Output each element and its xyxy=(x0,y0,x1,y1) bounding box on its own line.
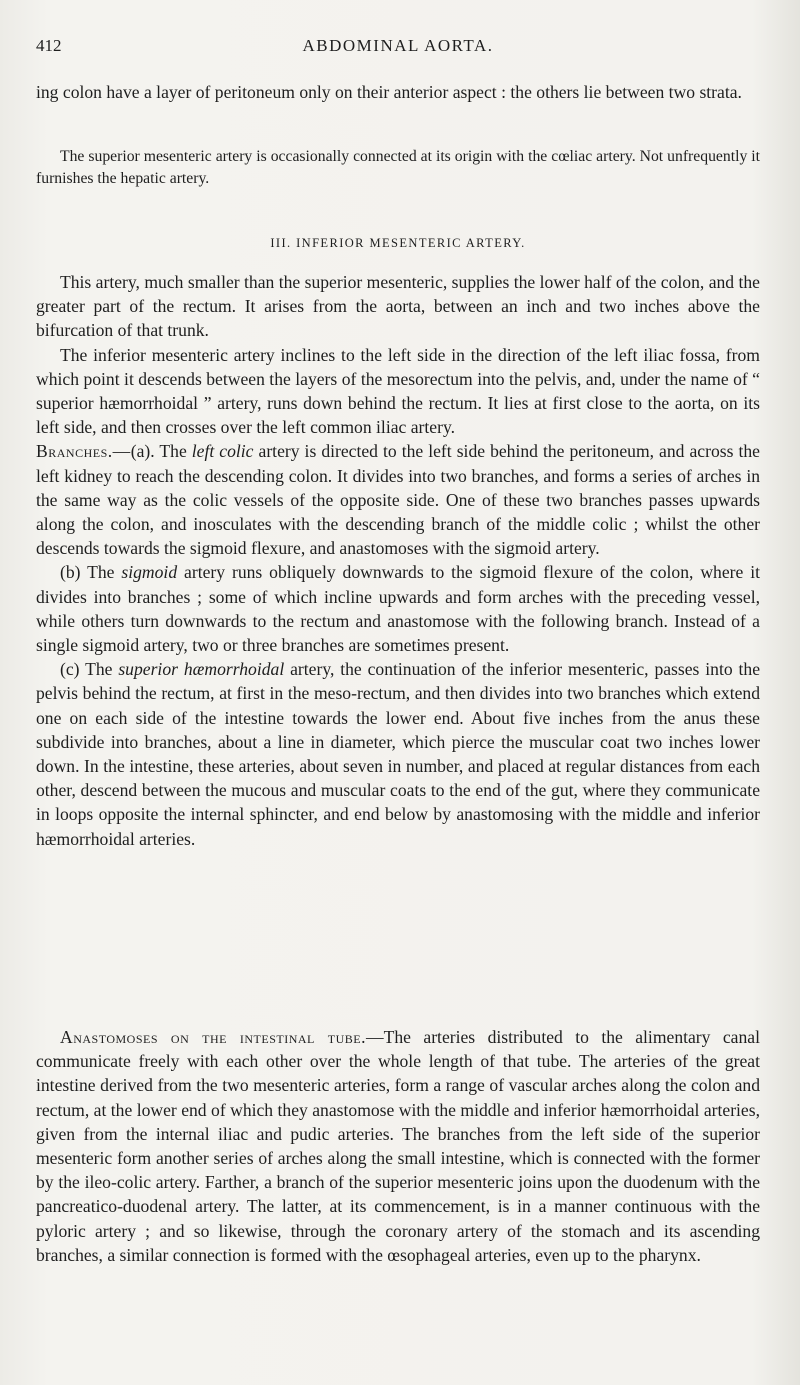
section-heading: III. INFERIOR MESENTERIC ARTERY. xyxy=(270,236,526,250)
note-paragraph: The superior mesenteric artery is occasionally connected at its origin with the cœliac artery. Not unfrequently it furnishes the hepatic artery. xyxy=(36,148,760,187)
running-title: ABDOMINAL AORTA. xyxy=(302,36,494,55)
paragraph-branches-a: Branches.—(a). The left colic artery is directed to the left side behind the peritoneum, and across the left kidney to reach the descending colon. It divides into two branches, and forms a series of arches in the same way as the colic vessels of the opposite side. One of these two branches passes upwards along the colon, and inosculates with the descending branch of the middle colic ; whilst the other descends towards the sigmoid flexure, and anastomoses with the sigmoid artery. xyxy=(36,441,760,559)
intro-paragraph: ing colon have a layer of peritoneum only on their anterior aspect : the others lie between two strata. xyxy=(36,82,742,102)
paragraph-branches-c: (c) The superior hæmorrhoidal artery, the continuation of the inferior mesenteric, passes into the pelvis behind the rectum, at first in the meso-rectum, and then divides into two branches which extend one on each side of the intestine towards the lower end. About five inches from the anus these subdivide into branches, about a line in diameter, which pierce the muscular coat two inches lower down. In the intestine, these arteries, about seven in number, and placed at regular distances from each other, descend between the mucous and muscular coats to the end of the gut, where they communicate in loops opposite the internal sphincter, and end below by anastomosing with the middle and inferior hæmorrhoidal arteries. xyxy=(36,659,761,849)
paragraph-overview: This artery, much smaller than the superior mesenteric, supplies the lower half of the colon, and the greater part of the rectum. It arises from the aorta, between an inch and two inches above the bifurcation of that trunk. xyxy=(36,272,760,341)
page-number: 412 xyxy=(36,36,62,55)
page-header xyxy=(36,36,760,60)
paragraph-branches-b: (b) The sigmoid artery runs obliquely downwards to the sigmoid flexure of the colon, where it divides into branches ; some of which incline upwards and form arches with the preceding vessel, while others turn downwards to the rectum and anastomose with the following branch. Instead of a single sigmoid artery, two or three branches are sometimes present. xyxy=(36,562,760,656)
anastomoses-label: Anastomoses on the intestinal tube. xyxy=(60,1027,367,1047)
branches-label: Branches.— xyxy=(36,441,131,462)
paragraph-course: The inferior mesenteric artery inclines to the left side in the direction of the left iliac fossa, from which point it descends between the layers of the mesorectum into the pelvis, and, under the name of “ superior hæmorrhoidal ” artery, runs down behind the rectum. It lies at first close to the aorta, on its left side, and then crosses over the left common iliac artery. xyxy=(36,344,760,438)
main-text xyxy=(36,270,760,851)
anastomoses-paragraph: Anastomoses on the intestinal tube.—The arteries distributed to the alimentary canal communicate freely with each other over the whole length of that tube. The arteries of the great intestine derived from the two mesenteric arteries, form a range of vascular arches along the colon and rectum, at the lower end of which they anastomose with the middle and inferior hæmorrhoidal arteries, given from the internal iliac and pudic arteries. The branches from the left side of the superior mesenteric form another series of arches along the small intestine, which is connected with the former by the ileo-colic artery. Farther, a branch of the superior mesenteric joins upon the duodenum with the pancreatico-duodenal artery. The latter, at its commencement, is in a manner continuous with the pyloric artery ; and so likewise, through the coronary artery of the stomach and its ascending branches, a similar connection is formed with the œsophageal arteries, even up to the pharynx. xyxy=(36,1027,760,1265)
